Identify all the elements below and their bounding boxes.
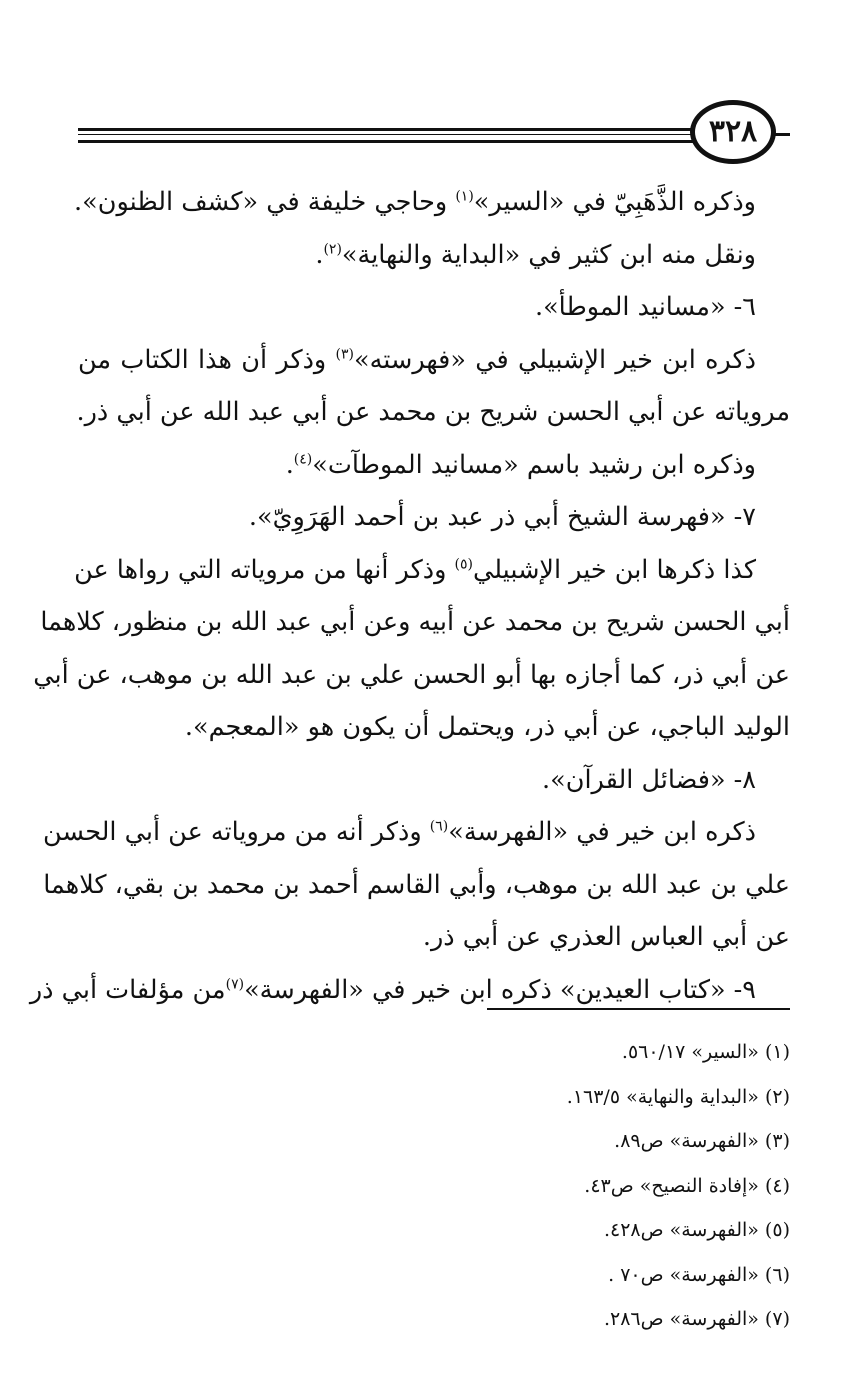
header-rule	[78, 140, 698, 143]
text-line: علي بن عبد الله بن موهب، وأبي القاسم أحمد بن محمد بن بقي، كلاهما	[43, 869, 790, 900]
text-line: ذكره ابن خير في «الفهرسة»$^{(٦)}$ وذكر أنه من مروياته عن أبي الحسن	[43, 817, 756, 847]
text-line: وذكره الذَّهَبِيّ في «السير»$^{(١)}$ وحاجي خليفة في «كشف الظنون».	[74, 187, 756, 217]
page-header	[78, 100, 790, 168]
footnote-ref: (٥)	[454, 556, 473, 572]
text-line: عن أبي العباس العذري عن أبي ذر.	[422, 922, 790, 952]
footnote-ref: (٤)	[293, 451, 313, 467]
section-heading: ٦- «مسانيد الموطأ».	[534, 292, 756, 322]
footnote: (٧) «الفهرسة» ص٢٨٦.	[603, 1308, 790, 1330]
footnote-ref: (٣)	[335, 346, 355, 362]
footnote-ref: (١)	[455, 188, 474, 205]
footnote: (٣) «الفهرسة» ص٨٩.	[614, 1130, 790, 1152]
section-heading: ٨- «فضائل القرآن».	[542, 764, 756, 795]
text-line: مروياته عن أبي الحسن شريح بن محمد عن أبي عبد الله عن أبي ذر.	[76, 397, 790, 427]
main-text	[29, 176, 790, 1016]
footnote-ref: (٢)	[323, 241, 342, 257]
footnotes	[78, 1030, 790, 1342]
footnote: (٤) «إفادة النصيح» ص٤٣.	[584, 1174, 790, 1197]
header-rule	[78, 128, 698, 131]
text-line: أبي الحسن شريح بن محمد عن أبيه وعن أبي عبد الله بن منظور، كلاهما	[40, 607, 790, 637]
footnote: (١) «السير» ٥٦٠/١٧.	[621, 1041, 790, 1063]
text-line: عن أبي ذر، كما أجازه بها أبو الحسن علي بن عبد الله بن موهب، عن أبي	[33, 659, 790, 690]
text-line: ونقل منه ابن كثير في «البداية والنهاية»$^{(٢)}$.	[315, 239, 756, 270]
footnote: (٦) «الفهرسة» ص٧٠ .	[608, 1263, 790, 1286]
header-rule	[774, 133, 790, 136]
text-line: الوليد الباجي، عن أبي ذر، ويحتمل أن يكون هو «المعجم».	[184, 712, 790, 742]
section-heading: ٧- «فهرسة الشيخ أبي ذر عبد بن أحمد الهَرَوِيّ».	[248, 502, 756, 532]
section-heading: ٩- «كتاب العيدين» ذكره ابن خير في «الفهرسة»$^{(٧)}$من مؤلفات أبي ذر	[29, 974, 756, 1005]
footnote-ref: (٦)	[429, 818, 449, 835]
header-rule	[78, 134, 698, 135]
text-line: ذكره ابن خير الإشبيلي في «فهرسته»$^{(٣)}$ وذكر أن هذا الكتاب من	[78, 344, 756, 375]
text-line: كذا ذكرها ابن خير الإشبيلي$^{(٥)}$ وذكر أنها من مروياته التي رواها عن	[74, 554, 756, 585]
footnote: (٢) «البداية والنهاية» ١٦٣/٥.	[566, 1085, 790, 1108]
page-number: ٣٢٨	[690, 100, 776, 164]
text-line: وذكره ابن رشيد باسم «مسانيد الموطآت»$^{(٤)}$.	[285, 449, 756, 480]
footnote: (٥) «الفهرسة» ص٤٢٨.	[603, 1219, 790, 1241]
footnote-ref: (٧)	[225, 976, 245, 992]
footnote-separator	[487, 1008, 790, 1010]
